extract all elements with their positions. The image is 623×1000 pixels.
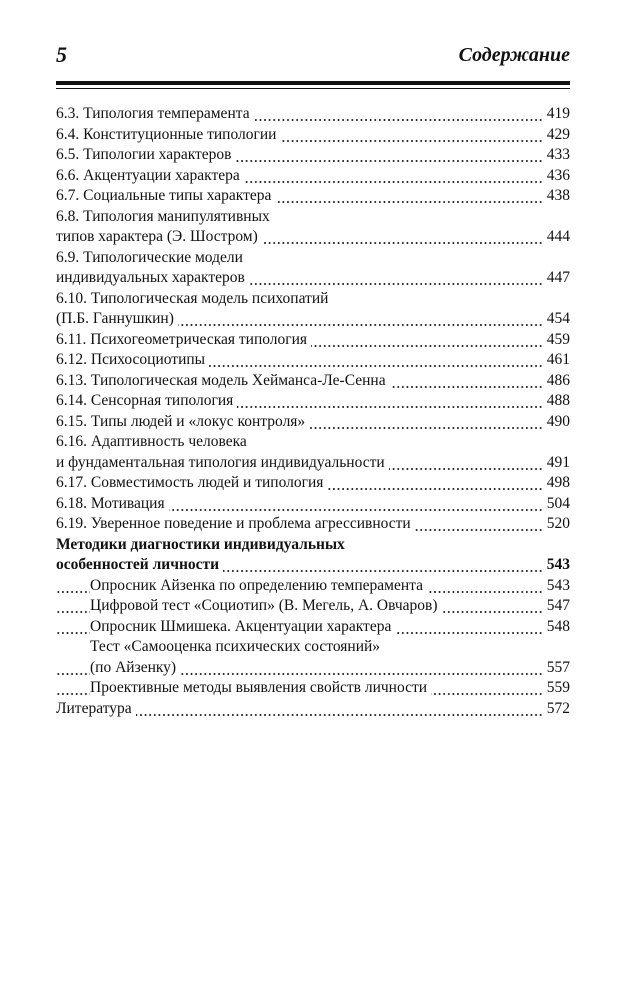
toc-entry bbox=[56, 658, 570, 679]
toc-entry-page: 459 bbox=[542, 330, 570, 351]
toc-entry bbox=[56, 617, 570, 638]
toc-entry bbox=[56, 473, 570, 494]
toc-entry-title: 6.4. Конституционные типологии bbox=[56, 125, 280, 146]
toc-entry-page: 461 bbox=[542, 350, 570, 371]
toc-entry-title: (по Айзенку) bbox=[90, 658, 180, 679]
toc-entry-page: 491 bbox=[542, 453, 570, 474]
toc-entry-title: Опросник Айзенка по определению темперамента bbox=[90, 576, 427, 597]
toc-entry-page: 429 bbox=[542, 125, 570, 146]
toc-entry-title: 6.11. Психогеометрическая типология bbox=[56, 330, 311, 351]
toc-entry bbox=[56, 494, 570, 515]
toc-entry bbox=[56, 248, 570, 269]
toc-entry-page: 504 bbox=[542, 494, 570, 515]
toc-entry-page: 433 bbox=[542, 145, 570, 166]
toc-entry-page: 488 bbox=[542, 391, 570, 412]
toc-entry-page: 520 bbox=[542, 514, 570, 535]
toc-entry bbox=[56, 678, 570, 699]
toc-entry-title: особенностей личности bbox=[56, 555, 223, 576]
toc-entry-title: 6.6. Акцентуации характера bbox=[56, 166, 244, 187]
toc-entry-title: 6.13. Типологическая модель Хейманса-Ле-Сенна bbox=[56, 371, 390, 392]
toc-entry-title: 6.15. Типы людей и «локус контроля» bbox=[56, 412, 309, 433]
toc-entry-title: Тест «Самооценка психических состояний» bbox=[90, 637, 384, 658]
toc-entry-page: 454 bbox=[542, 309, 570, 330]
toc-entry bbox=[56, 166, 570, 187]
toc-entry-title: 6.7. Социальные типы характера bbox=[56, 186, 275, 207]
toc-entry bbox=[56, 576, 570, 597]
toc-entry-page: 486 bbox=[542, 371, 570, 392]
header-rule-thick bbox=[56, 81, 570, 85]
toc-entry-title: и фундаментальная типология индивидуальности bbox=[56, 453, 389, 474]
toc-section-heading bbox=[56, 555, 570, 576]
toc-entry-page: 447 bbox=[542, 268, 570, 289]
toc-entry-title: 6.19. Уверенное поведение и проблема агрессивности bbox=[56, 514, 415, 535]
toc-entry bbox=[56, 309, 570, 330]
toc-entry bbox=[56, 186, 570, 207]
toc-entry-page: 436 bbox=[542, 166, 570, 187]
toc-entry bbox=[56, 289, 570, 310]
toc-entry-title: типов характера (Э. Шостром) bbox=[56, 227, 262, 248]
toc-entry-title: 6.10. Типологическая модель психопатий bbox=[56, 289, 332, 310]
toc-entry-title: (П.Б. Ганнушкин) bbox=[56, 309, 178, 330]
toc-entry-page: 559 bbox=[542, 678, 570, 699]
toc-entry bbox=[56, 330, 570, 351]
table-of-contents bbox=[56, 104, 570, 719]
toc-entry-title: индивидуальных характеров bbox=[56, 268, 249, 289]
toc-entry-page: 543 bbox=[542, 555, 570, 576]
toc-entry-page: 438 bbox=[542, 186, 570, 207]
toc-entry bbox=[56, 432, 570, 453]
toc-entry-page: 557 bbox=[542, 658, 570, 679]
toc-entry-title: 6.3. Типология темперамента bbox=[56, 104, 254, 125]
toc-entry-page: 419 bbox=[542, 104, 570, 125]
toc-entry bbox=[56, 699, 570, 720]
toc-entry bbox=[56, 145, 570, 166]
toc-entry-page: 498 bbox=[542, 473, 570, 494]
toc-entry-title: 6.5. Типологии характеров bbox=[56, 145, 236, 166]
toc-entry-title: Проективные методы выявления свойств личности bbox=[90, 678, 431, 699]
toc-entry bbox=[56, 207, 570, 228]
toc-section-heading bbox=[56, 535, 570, 556]
toc-entry bbox=[56, 596, 570, 617]
toc-entry-title: 6.17. Совместимость людей и типология bbox=[56, 473, 327, 494]
toc-entry-title: 6.14. Сенсорная типология bbox=[56, 391, 237, 412]
toc-entry bbox=[56, 514, 570, 535]
toc-entry bbox=[56, 412, 570, 433]
toc-entry-title: 6.8. Типология манипулятивных bbox=[56, 207, 274, 228]
toc-entry-title: Литература bbox=[56, 699, 136, 720]
toc-entry-title: 6.9. Типологические модели bbox=[56, 248, 247, 269]
toc-entry-title: Методики диагностики индивидуальных bbox=[56, 535, 349, 556]
toc-entry-title: 6.12. Психосоциотипы bbox=[56, 350, 209, 371]
toc-entry-title: Опросник Шмишека. Акцентуации характера bbox=[90, 617, 395, 638]
toc-entry-title: 6.18. Мотивация bbox=[56, 494, 169, 515]
toc-entry-title: Цифровой тест «Социотип» (В. Мегель, А. Овчаров) bbox=[90, 596, 442, 617]
toc-entry-title: 6.16. Адаптивность человека bbox=[56, 432, 251, 453]
toc-entry bbox=[56, 637, 570, 658]
toc-entry bbox=[56, 453, 570, 474]
toc-entry-page: 490 bbox=[542, 412, 570, 433]
toc-entry bbox=[56, 227, 570, 248]
toc-entry bbox=[56, 268, 570, 289]
toc-entry-page: 444 bbox=[542, 227, 570, 248]
header-rule-thin bbox=[56, 88, 570, 89]
toc-entry bbox=[56, 104, 570, 125]
running-title: Содержание bbox=[458, 44, 570, 66]
toc-entry bbox=[56, 125, 570, 146]
page-number: 5 bbox=[56, 42, 67, 67]
toc-entry bbox=[56, 350, 570, 371]
toc-entry-page: 547 bbox=[542, 596, 570, 617]
toc-entry-page: 543 bbox=[542, 576, 570, 597]
toc-entry bbox=[56, 371, 570, 392]
page-header bbox=[56, 42, 570, 72]
toc-entry-page: 572 bbox=[542, 699, 570, 720]
toc-entry-page: 548 bbox=[542, 617, 570, 638]
toc-entry bbox=[56, 391, 570, 412]
